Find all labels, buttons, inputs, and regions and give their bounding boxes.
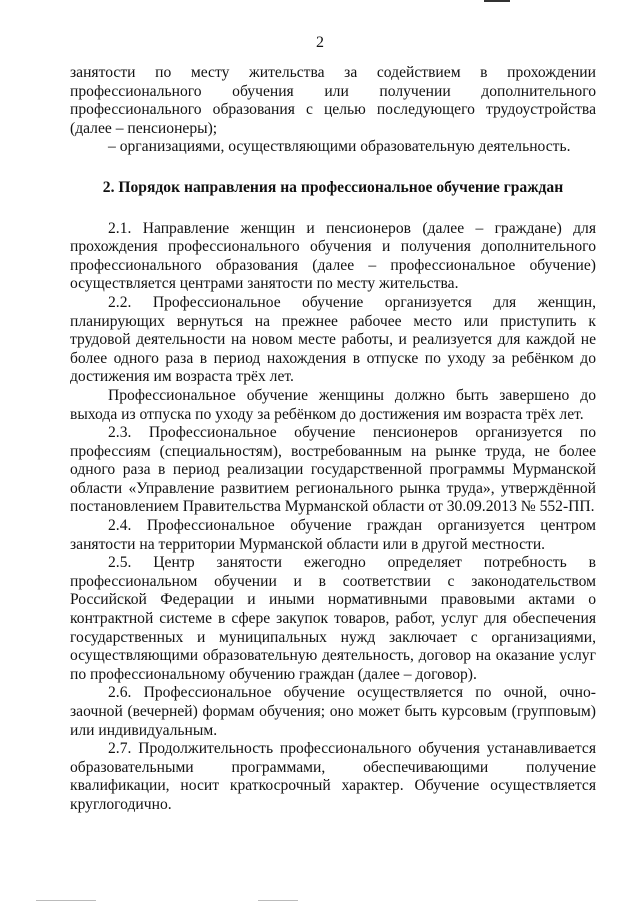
scan-edge-mark bbox=[484, 0, 510, 2]
section-heading: 2. Порядок направления на профессиональное обучение граждан bbox=[102, 178, 564, 196]
paragraph-2-5: 2.5. Центр занятости ежегодно определяет потребность в профессиональном обучении и в соответствии с законодательством Российской Федерации и иными нормативными правовыми актами о контрактной системе в сфере закупок товаров, работ, услуг для обеспечения государственных и муниципальных нужд заключает с организациями, осуществляющими образовательную деятельность, договор на оказание услуг по профессиональному обучению граждан (далее – договор). bbox=[70, 554, 596, 683]
paragraph-2-3: 2.3. Профессиональное обучение пенсионеров организуется по профессиям (специальностям), востребованным на рынке труда, не более одного раза в период реализации государственной программы Мурманской области «Управление развитием регионального рынка труда», утверждённой постановлением Правительства Мурманской области от 30.09.2013 № 552-ПП. bbox=[70, 424, 596, 516]
paragraph-2-6: 2.6. Профессиональное обучение осуществляется по очной, очно-заочной (вечерней) формам обучения; оно может быть курсовым (групповым) или индивидуальным. bbox=[70, 684, 596, 739]
paragraph-2-2: 2.2. Профессиональное обучение организуется для женщин, планирующих вернуться на прежнее рабочее место или приступить к трудовой деятельности на новом месте работы, и реализуется для каждой не более одного раза в период нахождения в отпуске по уходу за ребёнком до достижения им возраста трёх лет. bbox=[70, 293, 596, 386]
paragraph-2-1: 2.1. Направление женщин и пенсионеров (далее – граждане) для прохождения профессионального обучения и получения дополнительного профессионального образования (далее – профессиональное обучение) осуществляется центрами занятости по месту жительства. bbox=[70, 219, 596, 293]
continuation-text: занятости по месту жительства за содействием в прохождении профессионального обучения или получении дополнительного профессионального образования с целью последующего трудоустройства (далее – пенсионеры); bbox=[70, 64, 596, 137]
list-item: – организациями, осуществляющими образовательную деятельность. bbox=[108, 138, 571, 156]
paragraph-2-7: 2.7. Продолжительность профессионального обучения устанавливается образовательными программами, обеспечивающими получение квалификации, носит краткосрочный характер. Обучение осуществляется круглогодично. bbox=[70, 740, 596, 813]
page-number: 2 bbox=[316, 34, 324, 51]
scan-footer-mark bbox=[258, 900, 298, 901]
paragraph-2-2-continued: Профессиональное обучение женщины должно быть завершено до выхода из отпуска по уходу за ребёнком до достижения им возраста трёх лет. bbox=[70, 386, 596, 423]
paragraph-2-4: 2.4. Профессиональное обучение граждан организуется центром занятости на территории Мурманской области или в другой местности. bbox=[70, 517, 596, 553]
document-body bbox=[70, 64, 596, 815]
scan-footer-mark bbox=[36, 900, 96, 901]
